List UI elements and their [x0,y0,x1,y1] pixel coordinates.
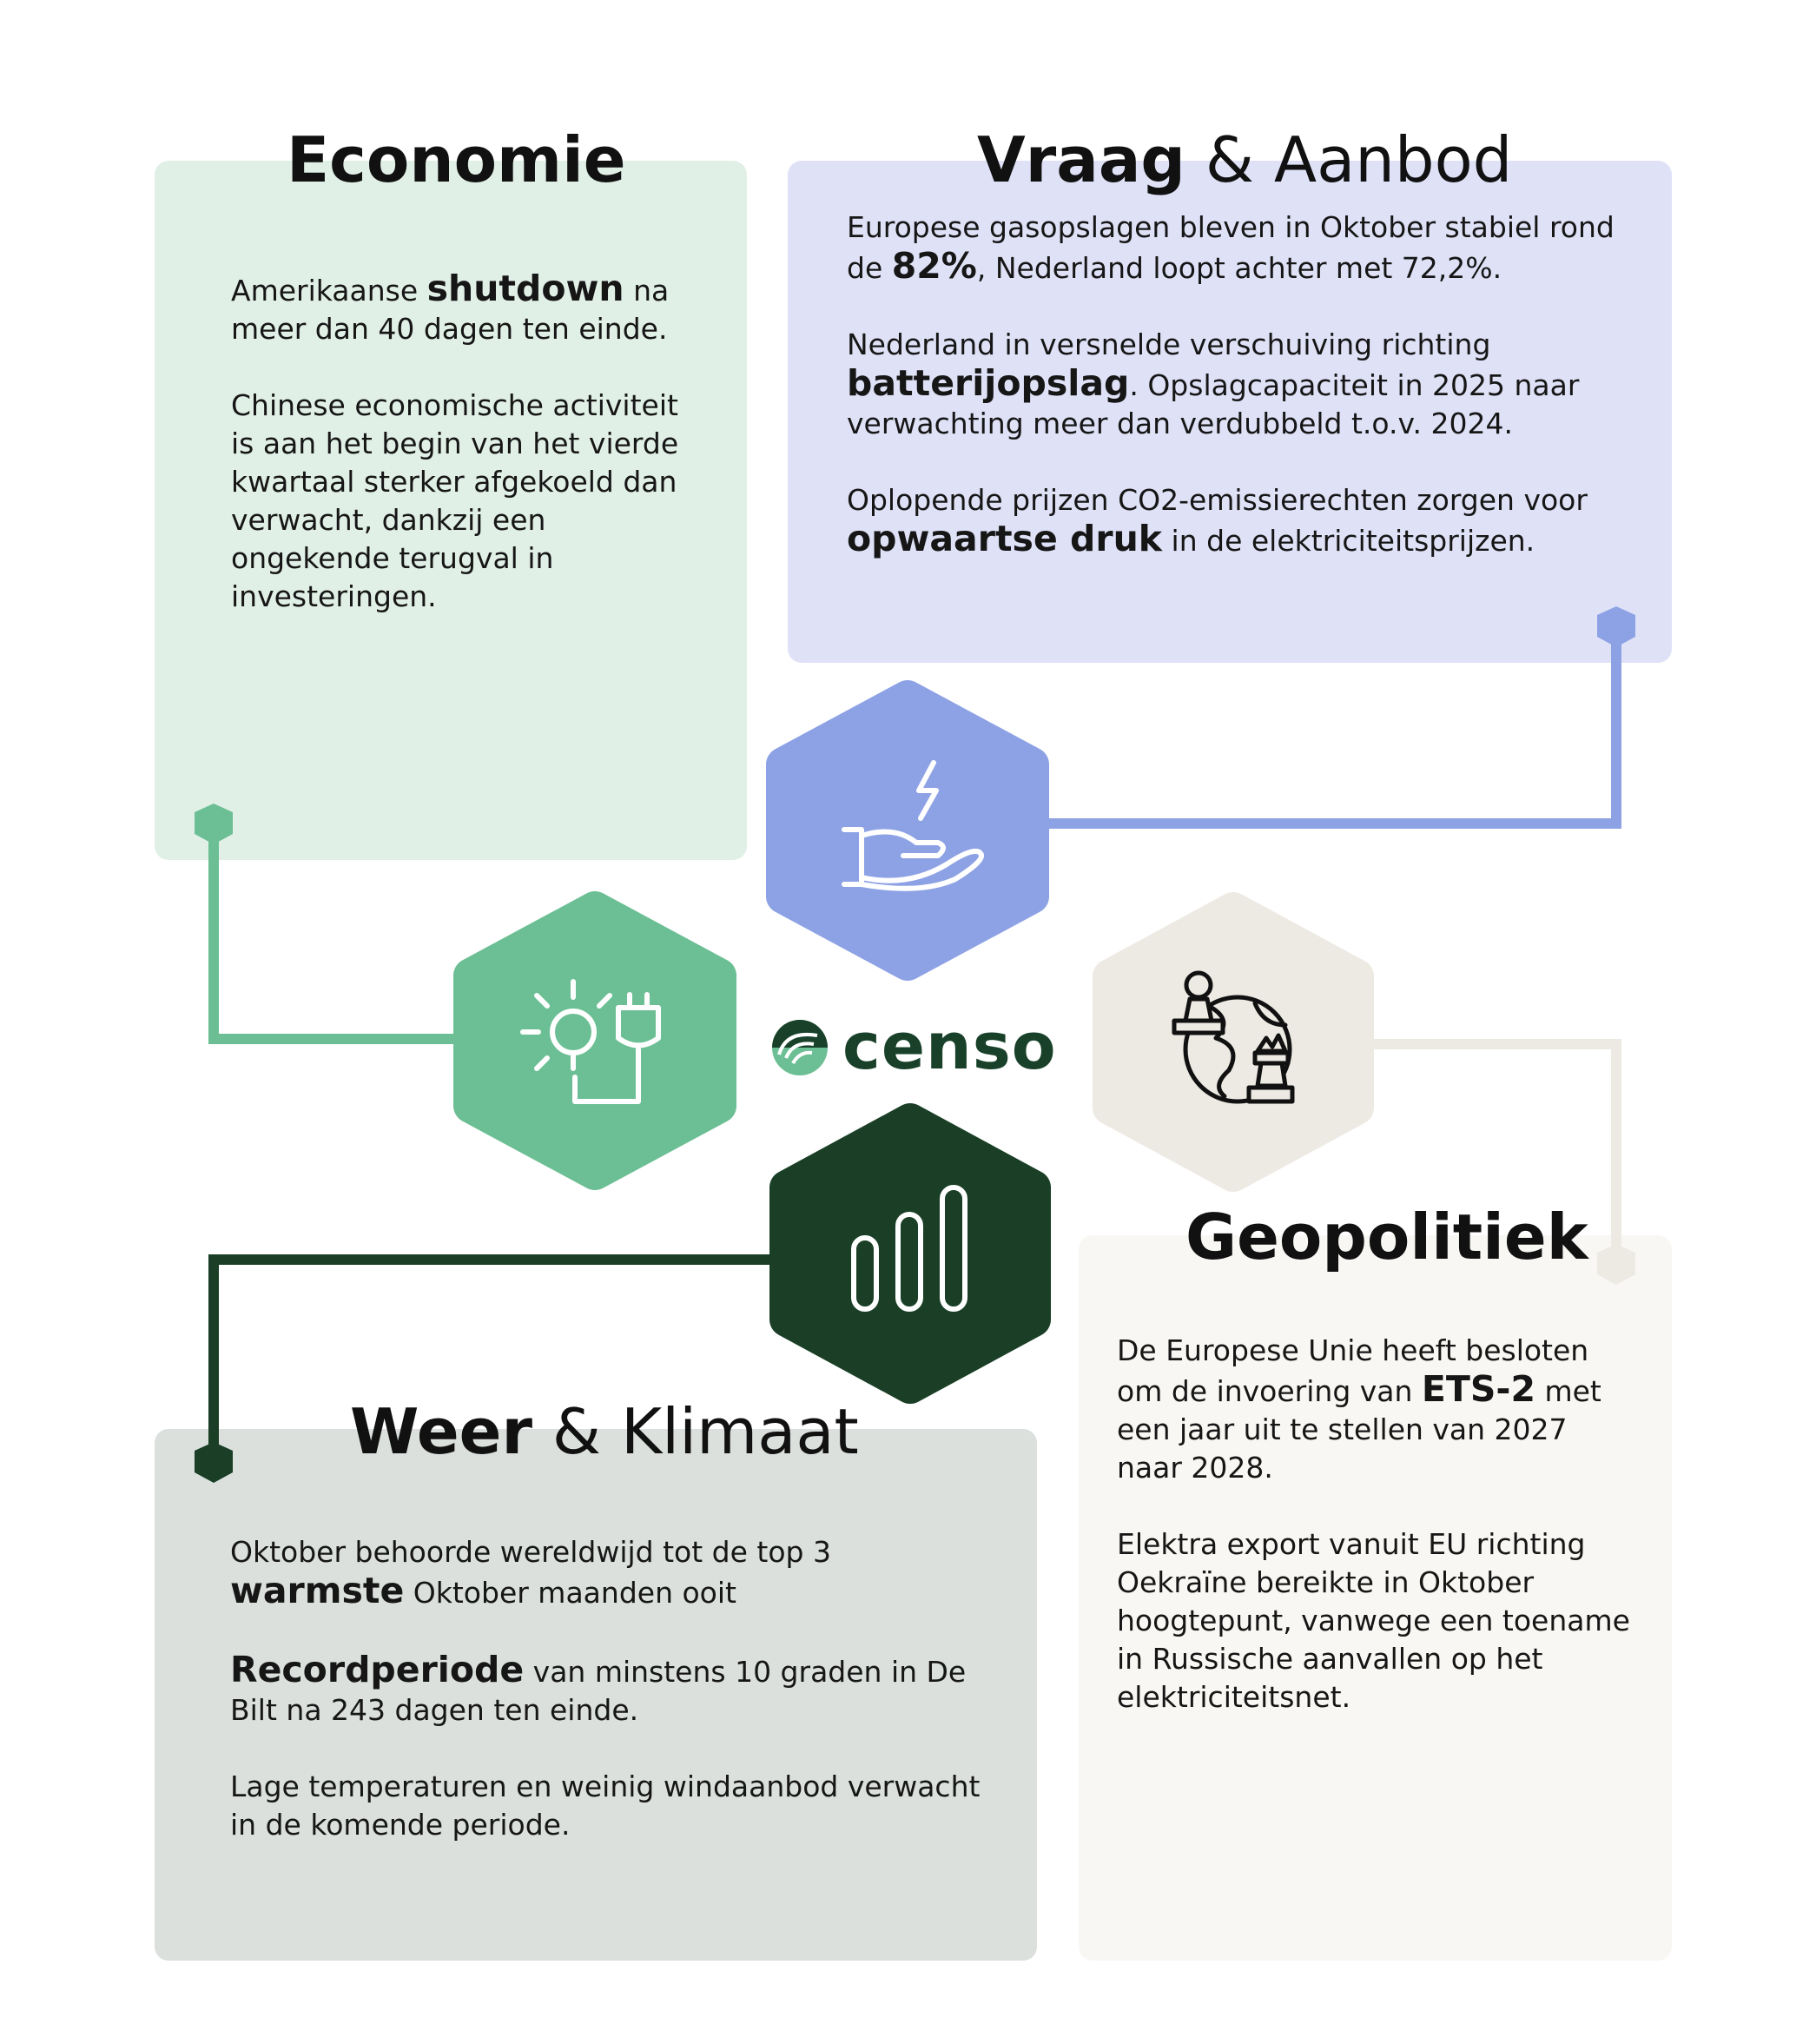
geopolitiek-body [1117,1332,1638,1717]
weer-klimaat-body [230,1533,994,1844]
economie-hexagon [471,909,719,1173]
vraag-connector-node [1597,606,1635,647]
economie-connector-node [195,804,233,844]
geopolitiek-title: Geopolitiek [1185,1201,1588,1273]
brand-name: censo [842,1009,1057,1084]
vraag-hexagon [783,698,1032,963]
brand-logo [769,1008,1064,1086]
vraag-aanbod-body [847,208,1646,560]
vraag-paragraph-1: Europese gasopslagen bleven in Oktober stabiel rond de 82%, Nederland loopt achter met 72,2%. [847,210,1615,287]
censo-mark-icon [769,1016,831,1079]
weer-paragraph-3: Lage temperaturen en weinig windaanbod verwacht in de komende periode. [230,1769,981,1842]
weer-connector-node [195,1442,233,1483]
weer-klimaat-title [350,1395,859,1468]
economie-paragraph-2: Chinese economische activiteit is aan het begin van het vierde kwartaal sterker afgekoeld dan verwacht, dankzij een ongekende terugval in investeringen. [231,388,679,613]
weer-title-rest: & Klimaat [532,1395,859,1468]
weer-title-bold: Weer [350,1395,533,1468]
economie-paragraph-1: Amerikaanse shutdown na meer dan 40 dagen ten einde. [231,268,670,346]
geo-hexagon [1110,910,1357,1174]
weer-paragraph-1: Oktober behoorde wereldwijd tot de top 3 warmste Oktober maanden ooit [230,1535,831,1611]
vraag-title-bold: Vraag [977,123,1185,196]
economie-title: Economie [287,123,626,196]
vraag-paragraph-3: Oplopende prijzen CO2-emissierechten zorgen voor opwaartse druk in de elektriciteitsprijzen. [847,483,1588,559]
geo-paragraph-2: Elektra export vanuit EU richting Oekraïne bereikte in Oktober hoogtepunt, vanwege een toename in Russische aanvallen op het elektriciteitsnet. [1117,1527,1630,1714]
vraag-paragraph-2: Nederland in versnelde verschuiving richting batterijopslag. Opslagcapaciteit in 2025 naar verwachting meer dan verdubbeld t.o.v. 2024. [847,327,1580,440]
economie-body [231,269,700,616]
weer-paragraph-2: Recordperiode van minstens 10 graden in De Bilt na 243 dagen ten einde. [230,1649,967,1727]
vraag-aanbod-title [977,123,1513,196]
vraag-title-rest: & Aanbod [1185,123,1513,196]
weer-hexagon [787,1121,1033,1386]
geo-paragraph-1: De Europese Unie heeft besloten om de invoering van ETS-2 met een jaar uit te stellen van 2027 naar 2028. [1117,1333,1601,1485]
vraag-connector-line [990,625,1616,824]
geo-connector-node [1597,1244,1635,1285]
